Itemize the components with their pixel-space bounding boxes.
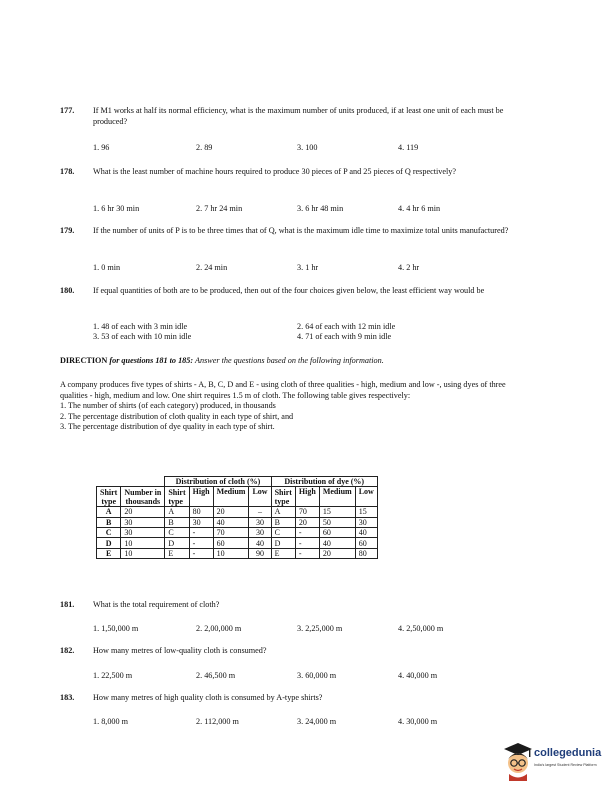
cell: 30 (121, 527, 165, 537)
direction-italic: for questions 181 to 185: (109, 356, 194, 365)
cell: 10 (121, 538, 165, 548)
header-high: High (189, 487, 213, 507)
cell: - (295, 538, 319, 548)
cell: E (271, 548, 295, 558)
cell: 30 (355, 517, 377, 527)
cell: 30 (249, 517, 271, 527)
cell: 10 (213, 548, 249, 558)
header-number: Number in (121, 487, 165, 497)
cell: 70 (295, 507, 319, 517)
table-row (97, 548, 378, 558)
question-number: 180. (60, 286, 75, 295)
cell: C (271, 527, 295, 537)
cell: 20 (213, 507, 249, 517)
option: 3. 100 (297, 143, 318, 152)
option: 4. 119 (398, 143, 419, 152)
logo-name: collegedunia (534, 747, 602, 759)
cell: 20 (319, 548, 355, 558)
header-shirt: Shirt (271, 487, 295, 497)
question-number: 181. (60, 600, 75, 609)
cell: 60 (213, 538, 249, 548)
cell: A (165, 507, 189, 517)
option: 4. 71 of each with 9 min idle (297, 332, 392, 341)
cloth-header: Distribution of cloth (%) (165, 477, 271, 487)
option: 4. 2,50,000 m (398, 624, 444, 633)
cell: – (249, 507, 271, 517)
cell: A (97, 507, 121, 517)
option: 3. 60,000 m (297, 671, 337, 680)
question-number: 182. (60, 646, 75, 655)
option: 4. 30,000 m (398, 717, 438, 726)
question-number: 179. (60, 226, 75, 235)
cell: - (295, 527, 319, 537)
cell: A (271, 507, 295, 517)
question-number: 183. (60, 693, 75, 702)
cell: - (295, 548, 319, 558)
direction-label: DIRECTION (60, 356, 108, 365)
header-high: High (295, 487, 319, 507)
option: 3. 2,25,000 m (297, 624, 343, 633)
cell: 40 (249, 538, 271, 548)
cell: 40 (319, 538, 355, 548)
question-text: How many metres of low-quality cloth is consumed? (93, 646, 267, 655)
header-low: Low (355, 487, 377, 507)
question-text: What is the least number of machine hours required to produce 30 pieces of P and 25 pieces of Q respectively? (93, 167, 457, 176)
option: 1. 6 hr 30 min (93, 204, 140, 213)
cell: 50 (319, 517, 355, 527)
direction-paragraph (60, 380, 522, 433)
option: 3. 53 of each with 10 min idle (93, 332, 192, 341)
header-shirt: Shirt (97, 487, 121, 497)
cell: C (97, 527, 121, 537)
option: 2. 112,000 m (196, 717, 239, 726)
header-medium: Medium (319, 487, 355, 507)
cell: B (165, 517, 189, 527)
option: 2. 89 (196, 143, 213, 152)
header-low: Low (249, 487, 271, 507)
direction-rest: Answer the questions based on the following information. (194, 356, 384, 365)
option: 1. 0 min (93, 263, 121, 272)
cell: B (271, 517, 295, 527)
header-thousands: thousands (121, 497, 165, 507)
option: 1. 1,50,000 m (93, 624, 139, 633)
direction-line: 1. The number of shirts (of each category) produced, in thousands (60, 401, 276, 410)
table-row (97, 538, 378, 548)
direction-heading (60, 356, 522, 367)
option: 2. 24 min (196, 263, 228, 272)
cell: 70 (213, 527, 249, 537)
cell: 80 (189, 507, 213, 517)
cell: 60 (319, 527, 355, 537)
question-number: 178. (60, 167, 75, 176)
direction-line: 2. The percentage distribution of cloth quality in each type of shirt, and (60, 411, 294, 421)
cell: 15 (319, 507, 355, 517)
option: 4. 4 hr 6 min (398, 204, 441, 213)
option: 2. 2,00,000 m (196, 624, 242, 633)
option: 2. 64 of each with 12 min idle (297, 322, 396, 331)
cell: 20 (295, 517, 319, 527)
cell: C (165, 527, 189, 537)
option: 3. 24,000 m (297, 717, 337, 726)
question-text: If M1 works at half its normal efficiency, what is the maximum number of units produced, if at least one unit of each must be produced? (93, 106, 504, 126)
cell: D (97, 538, 121, 548)
cell: 80 (355, 548, 377, 558)
cell: E (165, 548, 189, 558)
logo-tagline: India's largest Student Review Platform (534, 763, 597, 767)
header-type: type (165, 497, 189, 507)
header-type: type (271, 497, 295, 507)
cell: E (97, 548, 121, 558)
cell: - (189, 527, 213, 537)
header-shirt: Shirt (165, 487, 189, 497)
cell: 30 (249, 527, 271, 537)
cell: D (271, 538, 295, 548)
cell: B (97, 517, 121, 527)
option: 4. 2 hr (398, 263, 420, 272)
cell: 40 (355, 527, 377, 537)
cell: 10 (121, 548, 165, 558)
cell: 30 (189, 517, 213, 527)
cell: 40 (213, 517, 249, 527)
collegedunia-logo[interactable] (501, 739, 611, 783)
cell: 90 (249, 548, 271, 558)
cell: 20 (121, 507, 165, 517)
cell: - (189, 538, 213, 548)
graduate-mascot-icon (503, 741, 533, 781)
table-row (97, 527, 378, 537)
header-type: type (97, 497, 121, 507)
direction-para: A company produces five types of shirts - A, B, C, D and E - using cloth of three qualities - high, medium and low -, using dyes of three qualities - high, medium and low. One shirt requires 1.5 m of cloth. The following table gives respectively: (60, 380, 506, 400)
option: 1. 96 (93, 143, 110, 152)
option: 1. 22,500 m (93, 671, 133, 680)
cell: - (189, 548, 213, 558)
question-text: What is the total requirement of cloth? (93, 600, 220, 609)
table-row (97, 517, 378, 527)
question-text: If equal quantities of both are to be produced, then out of the four choices given below, the least efficient way would be (93, 286, 485, 295)
option: 2. 46,500 m (196, 671, 236, 680)
cell: 60 (355, 538, 377, 548)
option: 1. 8,000 m (93, 717, 129, 726)
direction-line: 3. The percentage distribution of dye quality in each type of shirt. (60, 422, 275, 431)
question-number: 177. (60, 106, 75, 115)
question-text: If the number of units of P is to be three times that of Q, what is the maximum idle time to maximize total units manufactured? (93, 226, 509, 235)
cell: 15 (355, 507, 377, 517)
table-row (97, 507, 378, 517)
cell: 30 (121, 517, 165, 527)
dye-header: Distribution of dye (%) (271, 477, 377, 487)
option: 2. 7 hr 24 min (196, 204, 243, 213)
header-medium: Medium (213, 487, 249, 507)
option: 4. 40,000 m (398, 671, 438, 680)
option: 1. 48 of each with 3 min idle (93, 322, 188, 331)
question-text: How many metres of high quality cloth is consumed by A-type shirts? (93, 693, 323, 702)
cell: D (165, 538, 189, 548)
option: 3. 6 hr 48 min (297, 204, 344, 213)
shirt-distribution-table (96, 476, 378, 559)
option: 3. 1 hr (297, 263, 319, 272)
